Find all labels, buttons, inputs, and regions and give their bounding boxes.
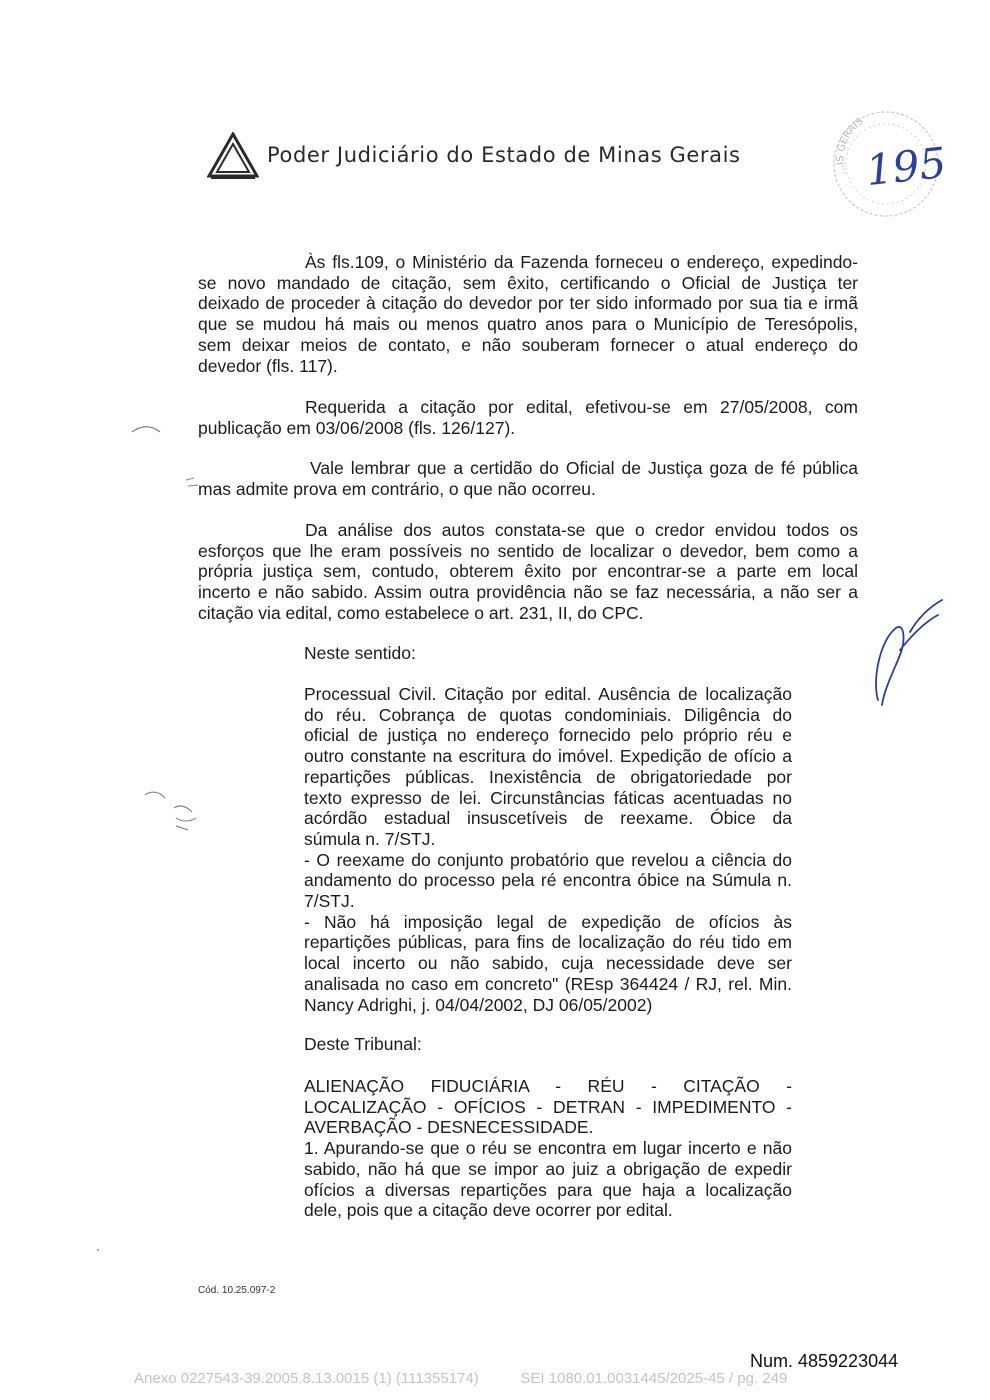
sei-reference: SEI 1080.01.0031445/2025-45 / pg. 249 <box>520 1370 788 1387</box>
annex-footer <box>134 1370 787 1387</box>
text-line: Vale lembrar que a certidão do Oficial de Justiça goza de fé pública <box>310 458 858 478</box>
text-line: sabido, não há que se impor ao juiz a obrigação de expedir <box>304 1158 792 1179</box>
section-label-neste: Neste sentido: <box>304 643 416 663</box>
text-line: publicação em 03/06/2008 (fls. 126/127). <box>198 417 516 438</box>
text-line: Nancy Adrighi, j. 04/04/2002, DJ 06/05/2002) <box>304 994 653 1015</box>
section-label-deste: Deste Tribunal: <box>304 1034 422 1054</box>
text-line: mas admite prova em contrário, o que não ocorreu. <box>198 478 596 499</box>
svg-text:...IS GERAIS <box>835 116 865 177</box>
text-line: 7/STJ. <box>304 891 355 912</box>
paragraph-1 <box>198 252 858 376</box>
text-line: Processual Civil. Citação por edital. Ausência de localização <box>304 684 792 704</box>
page-title: Poder Judiciário do Estado de Minas Gerais <box>267 143 741 167</box>
form-code: Cód. 10.25.097-2 <box>198 1285 276 1296</box>
text-line: citação via edital, como estabelece o art. 231, II, do CPC. <box>198 602 644 623</box>
text-line: dele, pois que a citação deve ocorrer por edital. <box>304 1200 673 1221</box>
text-line: própria justiça sem, contudo, obterem êxito por encontrar-se a parte em local <box>198 561 858 582</box>
handwritten-page-number: 195 <box>863 137 949 196</box>
paragraph-3 <box>198 458 858 499</box>
text-line: repartições públicas, para fins de localização do réu tido em <box>304 932 792 953</box>
text-line: devedor (fls. 117). <box>198 355 338 376</box>
text-line: incerto e não sabido. Assim outra providência não se faz necessária, a não ser a <box>198 582 858 603</box>
text-line: acórdão estadual insuscetíveis de reexame. Óbice da <box>304 808 792 829</box>
margin-mark-icon <box>145 792 196 830</box>
annex-reference: Anexo 0227543-39.2005.8.13.0015 (1) (111355174) <box>134 1370 479 1387</box>
text-line: súmula n. 7/STJ. <box>304 828 436 849</box>
text-line: ofícios a diversas repartições para que haja a localização <box>304 1179 792 1200</box>
court-logo-icon <box>207 132 259 180</box>
text-line: do réu. Cobrança de quotas condominiais. Diligência do <box>304 704 792 725</box>
quote-block-1 <box>304 684 792 1015</box>
seal-text: ...IS GERAIS <box>835 115 866 177</box>
text-line: AVERBAÇÃO - DESNECESSIDADE. <box>304 1117 594 1138</box>
text-line: repartições públicas. Inexistência de obrigatoriedade por <box>304 766 792 787</box>
text-line: texto expresso de lei. Circunstâncias fáticas acentuadas no <box>304 787 792 808</box>
text-line: local incerto ou não sabido, cuja necessidade deve ser <box>304 953 792 974</box>
text-line: andamento do processo pela ré encontra óbice na Súmula n. <box>304 870 792 891</box>
text-line: LOCALIZAÇÃO - OFÍCIOS - DETRAN - IMPEDIMENTO - <box>304 1096 792 1117</box>
speck-icon <box>97 1249 99 1251</box>
paragraph-2 <box>198 397 858 438</box>
text-line: oficial de justiça no endereço fornecido pelo próprio réu e <box>304 725 792 746</box>
margin-mark-icon <box>132 427 160 432</box>
text-line: Requerida a citação por edital, efetivou-se em 27/05/2008, com <box>305 397 858 417</box>
paragraph-4 <box>198 520 858 624</box>
text-line: Da análise dos autos constata-se que o credor envidou todos os <box>305 520 858 540</box>
quote-block-2 <box>304 1076 792 1221</box>
text-line: esforços que lhe eram possíveis no sentido de localizar o devedor, bem como a <box>198 540 858 561</box>
text-line: sem deixar meios de contato, e não souberam fornecer o atual endereço do <box>198 334 858 355</box>
text-line: se novo mandado de citação, sem êxito, certificando o Oficial de Justiça ter <box>198 272 858 293</box>
text-line: deixado de proceder à citação do devedor por ter sido informado por sua tia e irmã <box>198 293 858 314</box>
text-line: outro constante na escritura do imóvel. Expedição de ofício a <box>304 746 792 767</box>
signature-icon <box>876 600 942 705</box>
text-line: analisada no caso em concreto" (REsp 364424 / RJ, rel. Min. <box>304 973 792 994</box>
text-line: ALIENAÇÃO FIDUCIÁRIA - RÉU - CITAÇÃO - <box>304 1076 792 1096</box>
text-line: 1. Apurando-se que o réu se encontra em lugar incerto e não <box>304 1138 792 1159</box>
document-number: Num. 4859223044 <box>750 1351 899 1371</box>
margin-mark-icon <box>186 478 198 486</box>
text-line: Às fls.109, o Ministério da Fazenda forneceu o endereço, expedindo- <box>305 252 858 272</box>
text-line: que se mudou há mais ou menos quatro anos para o Município de Teresópolis, <box>198 314 858 335</box>
text-line: - O reexame do conjunto probatório que revelou a ciência do <box>304 849 792 870</box>
text-line: - Não há imposição legal de expedição de ofícios às <box>304 911 792 932</box>
